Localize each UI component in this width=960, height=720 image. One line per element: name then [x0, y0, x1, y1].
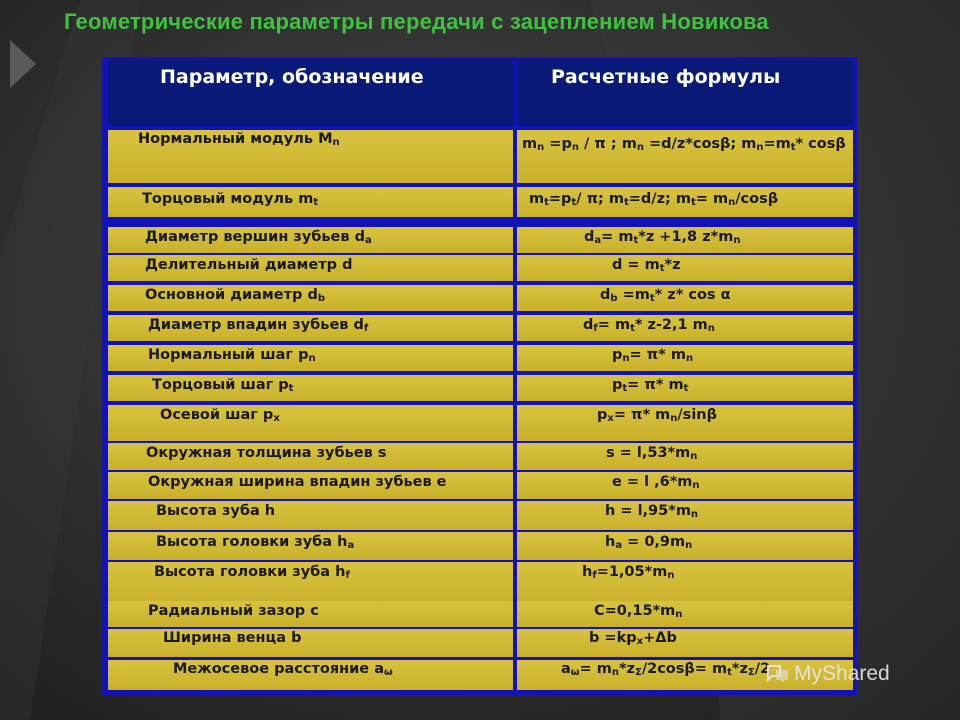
- param-label: Диаметр впадин зубьев $d_f$: [148, 317, 369, 334]
- param-cell: [108, 501, 513, 530]
- formula-cell: [517, 501, 853, 530]
- param-cell: [108, 187, 513, 217]
- table-row: [102, 227, 857, 253]
- param-cell: [108, 405, 513, 441]
- param-label: Высота зуба h: [156, 503, 276, 519]
- watermark: [766, 662, 890, 686]
- header-param-cell: [108, 59, 513, 126]
- table-row: [102, 443, 857, 470]
- param-label: Торцовый модуль $m_t$: [142, 191, 319, 208]
- formula-cell: [517, 315, 853, 341]
- param-label: Нормальный модуль $M_n$: [138, 131, 340, 148]
- param-cell: [108, 443, 513, 470]
- formula-text: $h_f=1,05*m_n$: [582, 564, 675, 581]
- formula-cell: [517, 405, 853, 441]
- param-cell: [108, 375, 513, 401]
- param-cell: [108, 255, 513, 281]
- param-cell: [108, 562, 513, 604]
- myshared-logo-icon: [766, 662, 790, 684]
- param-cell: [108, 472, 513, 499]
- formula-cell: [517, 285, 853, 311]
- formula-text: $s = l,53*m_n$: [606, 445, 698, 462]
- table-row: [102, 501, 857, 530]
- table-row: [102, 345, 857, 371]
- formula-cell: [517, 532, 853, 560]
- table-row: [102, 405, 857, 441]
- header-formula-cell: [517, 59, 853, 126]
- param-label: Ширина венца b: [163, 630, 302, 646]
- table-row: [102, 130, 857, 183]
- formula-cell: [517, 443, 853, 470]
- header-formula: Расчетные формулы: [551, 66, 781, 88]
- param-label: Окружная ширина впадин зубьев e: [148, 474, 447, 490]
- formula-cell: [517, 187, 853, 217]
- formula-text: $h = l,95*m_n$: [605, 503, 699, 520]
- param-cell: [108, 315, 513, 341]
- arrow-icon: [10, 40, 36, 88]
- param-cell: [108, 601, 513, 627]
- table-header-row: [102, 59, 857, 126]
- formula-cell: [517, 562, 853, 604]
- formula-text: $h_a = 0,9m_n$: [605, 534, 693, 551]
- table-row: [102, 315, 857, 341]
- param-label: Межосевое расстояние $a_\omega$: [173, 661, 393, 678]
- param-cell: [108, 227, 513, 253]
- formula-text: $m_n =p_n / \pi$ ; $m_n =d/z*\cos\beta$; $m_n=m_t*$ cosβ: [522, 136, 846, 153]
- param-label: Осевой шаг $p_x$: [160, 407, 280, 424]
- table-row: [102, 472, 857, 499]
- formula-text: $b =kp_x+\Delta b$: [589, 630, 677, 647]
- param-label: Высота головки зуба $h_f$: [154, 564, 350, 581]
- formula-text: $C=0,15*m_n$: [594, 603, 683, 620]
- formula-cell: [517, 345, 853, 371]
- formula-text: $d = m_t*z$: [612, 257, 681, 274]
- formula-text: $a_\omega= m_n*z_\Sigma/2\cos\beta= m_t*z_\Sigma/2$: [561, 661, 771, 678]
- slide-title: Геометрические параметры передачи с зацеплением Новикова: [64, 9, 769, 34]
- formula-text: $p_x= \pi*$ $m_n$/sinβ: [597, 407, 717, 424]
- formula-cell: [517, 601, 853, 627]
- param-label: Высота головки зуба $h_a$: [156, 534, 355, 551]
- parameters-table: [102, 57, 857, 695]
- param-label: Торцовый шаг $p_t$: [152, 377, 294, 394]
- formula-text: $d_b =m_t*$ z* cos α: [600, 287, 731, 304]
- formula-text: e = l $,6*m_n$: [612, 474, 700, 491]
- table-row: [102, 601, 857, 627]
- param-cell: [108, 660, 513, 690]
- table-row: [102, 532, 857, 560]
- param-cell: [108, 285, 513, 311]
- param-cell: [108, 345, 513, 371]
- formula-text: $d_a= m_t*z +1,8$ $z*m_n$: [584, 229, 741, 246]
- param-label: Делительный диаметр d: [145, 257, 353, 273]
- formula-cell: [517, 375, 853, 401]
- param-label: Нормальный шаг $p_n$: [148, 347, 316, 364]
- formula-cell: [517, 255, 853, 281]
- param-label: Окружная толщина зубьев s: [146, 445, 387, 461]
- formula-cell: [517, 472, 853, 499]
- table-row: [102, 285, 857, 311]
- param-label: Основной диаметр $d_b$: [145, 287, 326, 304]
- formula-text: $d_f= m_t*$ z-2,1 $m_n$: [583, 317, 715, 334]
- formula-cell: [517, 629, 853, 657]
- formula-text: $m_t=p_t/$ π; $m_t=d/z$; $m_t= m_n/\cos\beta$: [529, 191, 779, 208]
- formula-text: $p_t= \pi*$ $m_t$: [612, 377, 689, 394]
- param-cell: [108, 130, 513, 183]
- param-label: Диаметр вершин зубьев $d_a$: [145, 229, 372, 246]
- header-param: Параметр, обозначение: [160, 66, 424, 88]
- table-row: [102, 562, 857, 604]
- table-row: [102, 187, 857, 217]
- table-row: [102, 375, 857, 401]
- param-cell: [108, 629, 513, 657]
- table-row: [102, 255, 857, 281]
- formula-text: $p_n= \pi*$ $m_n$: [612, 347, 694, 364]
- formula-cell: [517, 130, 853, 183]
- table-row: [102, 660, 857, 690]
- param-label: Радиальный зазор c: [148, 603, 319, 619]
- table-row: [102, 629, 857, 657]
- watermark-text: MyShared: [794, 662, 890, 685]
- param-cell: [108, 532, 513, 560]
- formula-cell: [517, 227, 853, 253]
